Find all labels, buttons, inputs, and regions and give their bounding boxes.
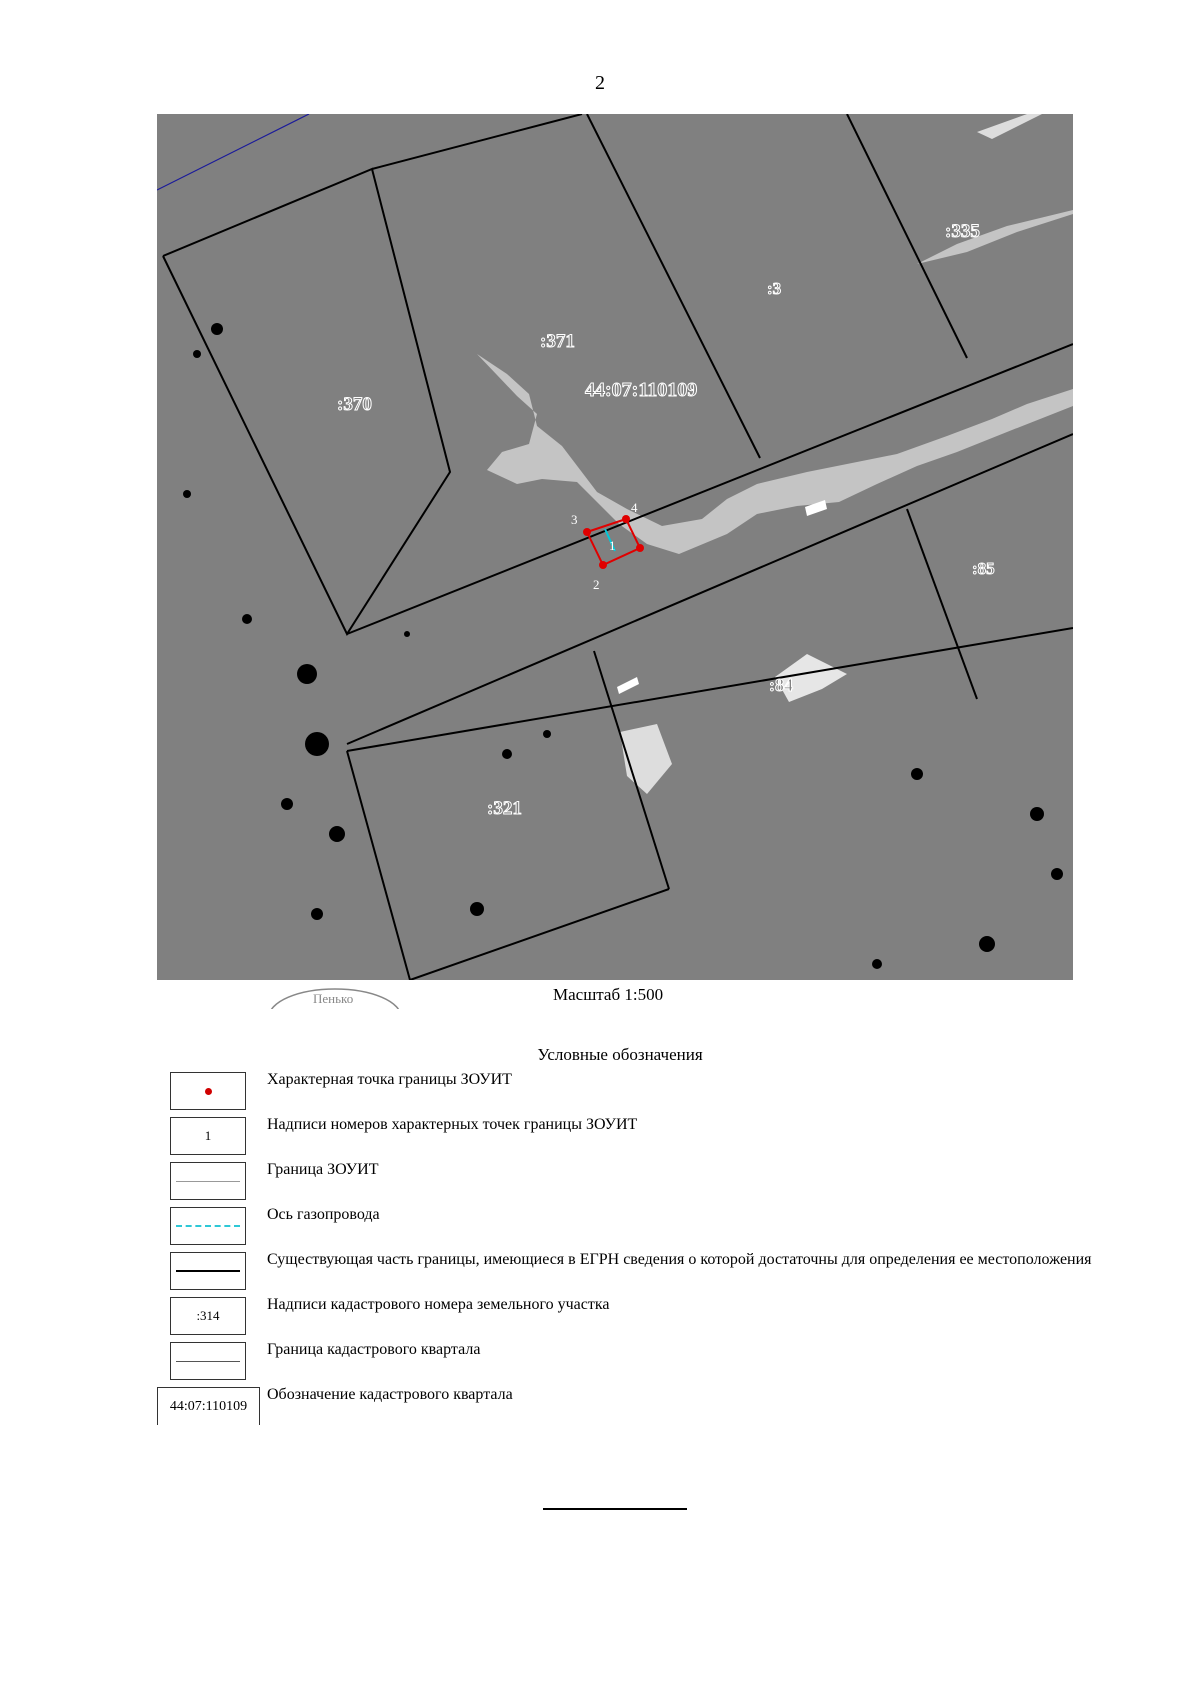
gray-line-icon	[176, 1181, 240, 1182]
legend-title: Условные обозначения	[537, 1045, 703, 1064]
page-number: 2	[595, 72, 605, 94]
stamp-text: Пенько	[313, 991, 354, 1006]
black-line-icon	[176, 1270, 240, 1272]
legend-box-point-number: 1	[170, 1117, 246, 1155]
quarter-line-icon	[176, 1361, 240, 1362]
point-label-1: 1	[609, 538, 616, 553]
label-370: :370	[337, 394, 372, 415]
stamp	[265, 985, 405, 1009]
legend-box-zouit-line	[170, 1162, 246, 1200]
footer-line	[543, 1508, 687, 1510]
point-label-4: 4	[631, 500, 638, 515]
cadastral-map[interactable]	[157, 114, 1073, 980]
zouit-point-2	[636, 544, 644, 552]
legend-box-gas-axis	[170, 1207, 246, 1245]
point-label-3: 3	[571, 512, 578, 527]
legend-box-parcel-number: :314	[170, 1297, 246, 1335]
legend-text-2: Надписи номеров характерных точек границы ЗОУИТ	[267, 1116, 638, 1133]
label-3: :3	[767, 279, 782, 298]
legend-box-quarter-label: 44:07:110109	[157, 1387, 260, 1425]
point-label-2: 2	[593, 577, 600, 592]
label-335: :335	[945, 221, 980, 242]
legend-text-1: Характерная точка границы ЗОУИТ	[267, 1071, 512, 1088]
zouit-point-1	[622, 515, 630, 523]
legend-box-red-dot	[170, 1072, 246, 1110]
legend-text-3: Граница ЗОУИТ	[267, 1161, 379, 1178]
red-dot-icon	[205, 1088, 212, 1095]
zouit-point-4	[599, 561, 607, 569]
map-scale: Масштаб 1:500	[553, 985, 664, 1004]
legend-text-5: Существующая часть границы, имеющиеся в ЕГРН сведения о которой достаточны для определения ее местоположения	[267, 1251, 1092, 1268]
legend-text-8: Обозначение кадастрового квартала	[267, 1386, 513, 1403]
label-371: :371	[540, 331, 575, 352]
label-85: :85	[972, 559, 995, 578]
legend-text-4: Ось газопровода	[267, 1206, 380, 1223]
legend-text-6: Надписи кадастрового номера земельного участка	[267, 1296, 610, 1313]
label-321: :321	[487, 798, 522, 819]
legend-text-7: Граница кадастрового квартала	[267, 1341, 481, 1358]
legend-box-quarter-boundary	[170, 1342, 246, 1380]
dashed-cyan-icon	[176, 1225, 240, 1227]
zouit-point-3	[583, 528, 591, 536]
label-quarter: 44:07:110109	[585, 379, 698, 401]
label-84: :84	[769, 675, 793, 695]
legend-box-existing-boundary	[170, 1252, 246, 1290]
